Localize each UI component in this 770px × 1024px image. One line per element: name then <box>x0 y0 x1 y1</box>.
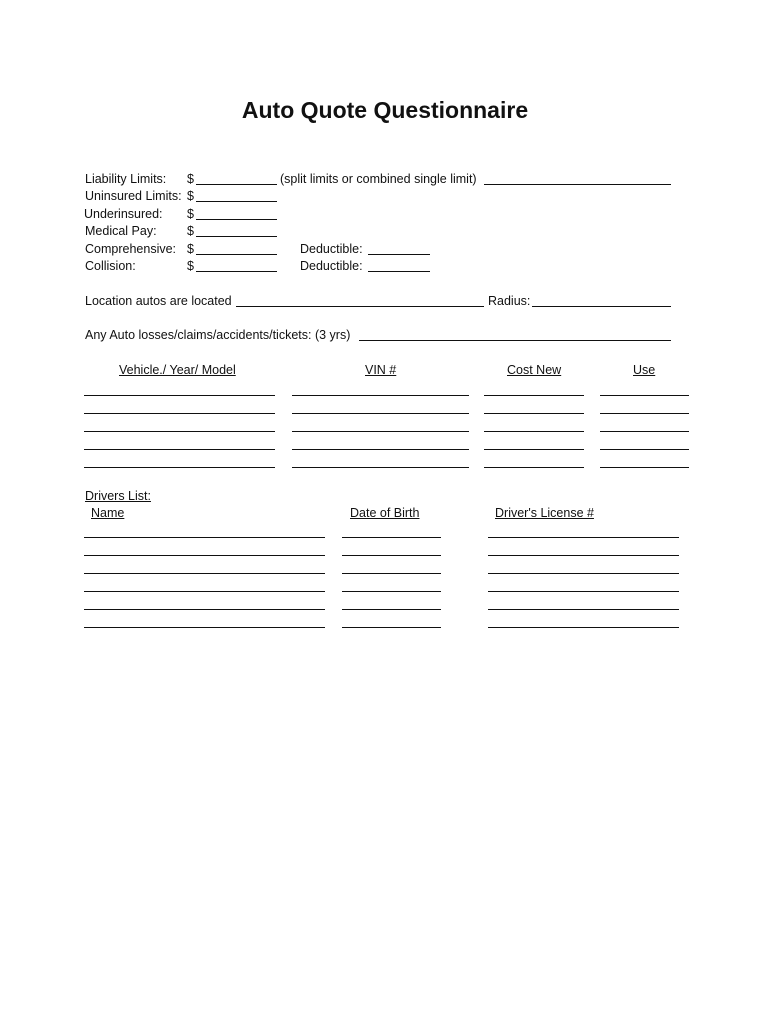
vehicle-row-5-col-1-field[interactable] <box>84 467 275 468</box>
underinsured-dollar-sign: $ <box>187 207 194 221</box>
vehicle-row-2-col-3-field[interactable] <box>484 413 584 414</box>
vehicle-row-2-col-1-field[interactable] <box>84 413 275 414</box>
driver-row-5-col-3-field[interactable] <box>488 609 679 610</box>
collision-dollar-sign: $ <box>187 259 194 273</box>
driver-header-license: Driver's License # <box>495 506 594 520</box>
vehicle-row-3-col-2-field[interactable] <box>292 431 469 432</box>
vehicle-row-3-col-1-field[interactable] <box>84 431 275 432</box>
comprehensive-deductible-label: Deductible: <box>300 242 363 256</box>
comprehensive-dollar-sign: $ <box>187 242 194 256</box>
vehicle-row-2-col-4-field[interactable] <box>600 413 689 414</box>
driver-row-2-col-2-field[interactable] <box>342 555 441 556</box>
vehicle-row-4-col-2-field[interactable] <box>292 449 469 450</box>
driver-row-2-col-3-field[interactable] <box>488 555 679 556</box>
vehicle-row-5-col-2-field[interactable] <box>292 467 469 468</box>
driver-row-2-col-1-field[interactable] <box>84 555 325 556</box>
collision-label: Collision: <box>85 259 136 273</box>
vehicle-row-4-col-3-field[interactable] <box>484 449 584 450</box>
vehicle-row-1-col-2-field[interactable] <box>292 395 469 396</box>
collision-deductible-label: Deductible: <box>300 259 363 273</box>
medical-pay-dollar-sign: $ <box>187 224 194 238</box>
driver-row-5-col-1-field[interactable] <box>84 609 325 610</box>
page-title: Auto Quote Questionnaire <box>241 97 529 123</box>
vehicle-row-1-col-3-field[interactable] <box>484 395 584 396</box>
driver-row-4-col-3-field[interactable] <box>488 591 679 592</box>
underinsured-label: Underinsured: <box>84 207 163 221</box>
vehicle-header-cost: Cost New <box>507 363 562 377</box>
comprehensive-field[interactable] <box>196 254 277 255</box>
liability-limits-label: Liability Limits: <box>85 172 167 186</box>
vehicle-row-3-col-4-field[interactable] <box>600 431 689 432</box>
vehicle-header-vin: VIN # <box>365 363 397 377</box>
location-label: Location autos are located <box>85 294 232 308</box>
driver-row-3-col-3-field[interactable] <box>488 573 679 574</box>
driver-row-4-col-2-field[interactable] <box>342 591 441 592</box>
driver-row-6-col-1-field[interactable] <box>84 627 325 628</box>
driver-row-3-col-2-field[interactable] <box>342 573 441 574</box>
liability-dollar-sign: $ <box>187 172 194 186</box>
uninsured-limits-label: Uninsured Limits: <box>85 189 182 203</box>
liability-limits-field[interactable] <box>196 184 277 185</box>
driver-row-6-col-3-field[interactable] <box>488 627 679 628</box>
vehicle-header-model: Vehicle./ Year/ Model <box>119 363 236 377</box>
vehicle-row-2-col-2-field[interactable] <box>292 413 469 414</box>
underinsured-field[interactable] <box>196 219 277 220</box>
vehicle-row-1-col-4-field[interactable] <box>600 395 689 396</box>
vehicle-row-4-col-4-field[interactable] <box>600 449 689 450</box>
losses-label: Any Auto losses/claims/accidents/tickets: (3 yrs) <box>85 328 351 342</box>
comprehensive-label: Comprehensive: <box>85 242 177 256</box>
uninsured-dollar-sign: $ <box>187 189 194 203</box>
comprehensive-deductible-field[interactable] <box>368 254 430 255</box>
driver-row-5-col-2-field[interactable] <box>342 609 441 610</box>
collision-deductible-field[interactable] <box>368 271 430 272</box>
uninsured-limits-field[interactable] <box>196 201 277 202</box>
driver-row-1-col-1-field[interactable] <box>84 537 325 538</box>
drivers-list-label: Drivers List: <box>85 489 151 503</box>
driver-row-4-col-1-field[interactable] <box>84 591 325 592</box>
driver-row-1-col-3-field[interactable] <box>488 537 679 538</box>
collision-field[interactable] <box>196 271 277 272</box>
vehicle-row-5-col-4-field[interactable] <box>600 467 689 468</box>
vehicle-header-use: Use <box>633 363 656 377</box>
split-limits-note: (split limits or combined single limit) <box>280 172 477 186</box>
medical-pay-label: Medical Pay: <box>85 224 157 238</box>
losses-field[interactable] <box>359 340 671 341</box>
driver-header-name: Name <box>91 506 125 520</box>
vehicle-row-5-col-3-field[interactable] <box>484 467 584 468</box>
vehicle-row-4-col-1-field[interactable] <box>84 449 275 450</box>
location-field[interactable] <box>236 306 484 307</box>
driver-header-dob: Date of Birth <box>350 506 420 520</box>
radius-label: Radius: <box>488 294 531 308</box>
vehicle-row-3-col-3-field[interactable] <box>484 431 584 432</box>
medical-pay-field[interactable] <box>196 236 277 237</box>
vehicle-row-1-col-1-field[interactable] <box>84 395 275 396</box>
driver-row-3-col-1-field[interactable] <box>84 573 325 574</box>
driver-row-1-col-2-field[interactable] <box>342 537 441 538</box>
driver-row-6-col-2-field[interactable] <box>342 627 441 628</box>
radius-field[interactable] <box>532 306 671 307</box>
combined-limit-field[interactable] <box>484 184 671 185</box>
